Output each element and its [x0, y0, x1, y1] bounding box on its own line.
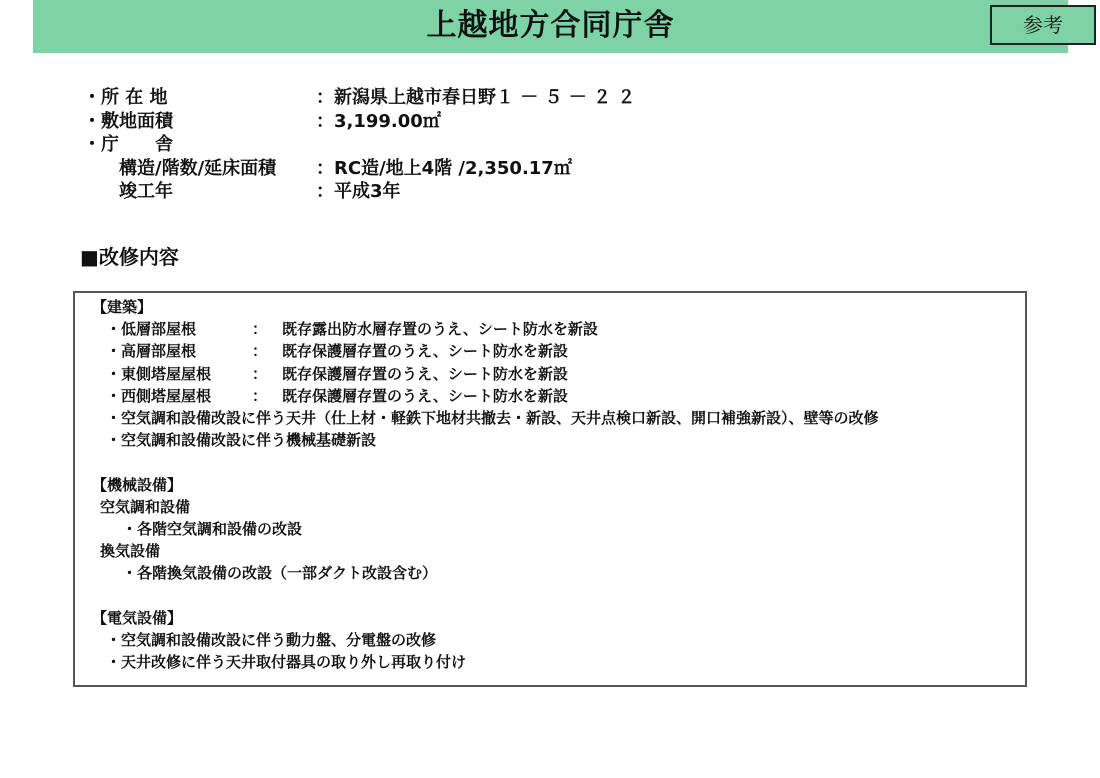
page-title: 上越地方合同庁舎: [426, 8, 675, 43]
item-colon: ：: [252, 364, 268, 383]
mech-subheading-ventilation: 換気設備: [100, 542, 161, 561]
arch-heading: 【建築】: [92, 298, 153, 316]
item-colon: ：: [252, 386, 268, 405]
completion-label: 竣工年: [119, 181, 173, 202]
structure-value: ：RC造/地上4階 /2,350.17㎡: [316, 157, 572, 179]
list-item: ・空気調和設備改設に伴う動力盤、分電盤の改修: [106, 630, 437, 649]
list-item: [92, 363, 879, 385]
list-item: ・空気調和設備改設に伴う機械基礎新設: [106, 431, 377, 450]
mech-heading: 【機械設備】: [92, 475, 183, 494]
reference-badge: 参考: [990, 5, 1096, 45]
item-desc: 既存保護層存置のうえ、シート防水を新設: [282, 364, 568, 383]
list-item: [92, 318, 879, 340]
item-name: ・低層部屋根: [106, 320, 197, 339]
item-colon: ：: [252, 342, 268, 361]
renovation-content: [92, 296, 879, 673]
list-item: ・各階換気設備の改設（一部ダクト改設含む）: [122, 564, 438, 583]
list-item: [92, 340, 879, 362]
item-desc: 既存保護層存置のうえ、シート防水を新設: [282, 386, 568, 405]
building-label: ・庁 舎: [83, 134, 173, 155]
list-item: ・天井改修に伴う天井取付器具の取り外し再取り付け: [106, 653, 467, 671]
item-name: ・東側塔屋屋根: [106, 364, 212, 383]
item-desc: 既存露出防水層存置のうえ、シート防水を新設: [282, 320, 598, 339]
spacer: [92, 584, 879, 606]
list-item: ・各階空気調和設備の改設: [122, 519, 303, 538]
location-value: ：新潟県上越市春日野１ － ５ － ２ ２: [316, 87, 636, 108]
list-item: ・空気調和設備改設に伴う天井（仕上材・軽鉄下地材共撤去・新設、天井点検口新設、開口補強新設）、壁等の改修: [106, 408, 879, 427]
site-area-label: ・敷地面積: [83, 110, 173, 132]
renovation-box: [73, 291, 1027, 687]
section-title: ■改修内容: [80, 245, 179, 269]
structure-label: 構造/階数/延床面積: [119, 157, 277, 179]
spacer: [92, 451, 879, 473]
list-item: [92, 385, 879, 407]
item-desc: 既存保護層存置のうえ、シート防水を新設: [282, 342, 568, 361]
elec-heading: 【電気設備】: [92, 608, 183, 627]
item-colon: ：: [252, 320, 268, 339]
completion-value: ：平成3年: [316, 181, 401, 202]
item-name: ・高層部屋根: [106, 342, 197, 361]
location-label: ・所 在 地: [83, 87, 168, 108]
mech-subheading-aircon: 空気調和設備: [100, 497, 191, 516]
item-name: ・西側塔屋屋根: [106, 386, 212, 405]
site-area-value: ：3,199.00㎡: [316, 110, 441, 132]
title-banner: [33, 0, 1068, 53]
